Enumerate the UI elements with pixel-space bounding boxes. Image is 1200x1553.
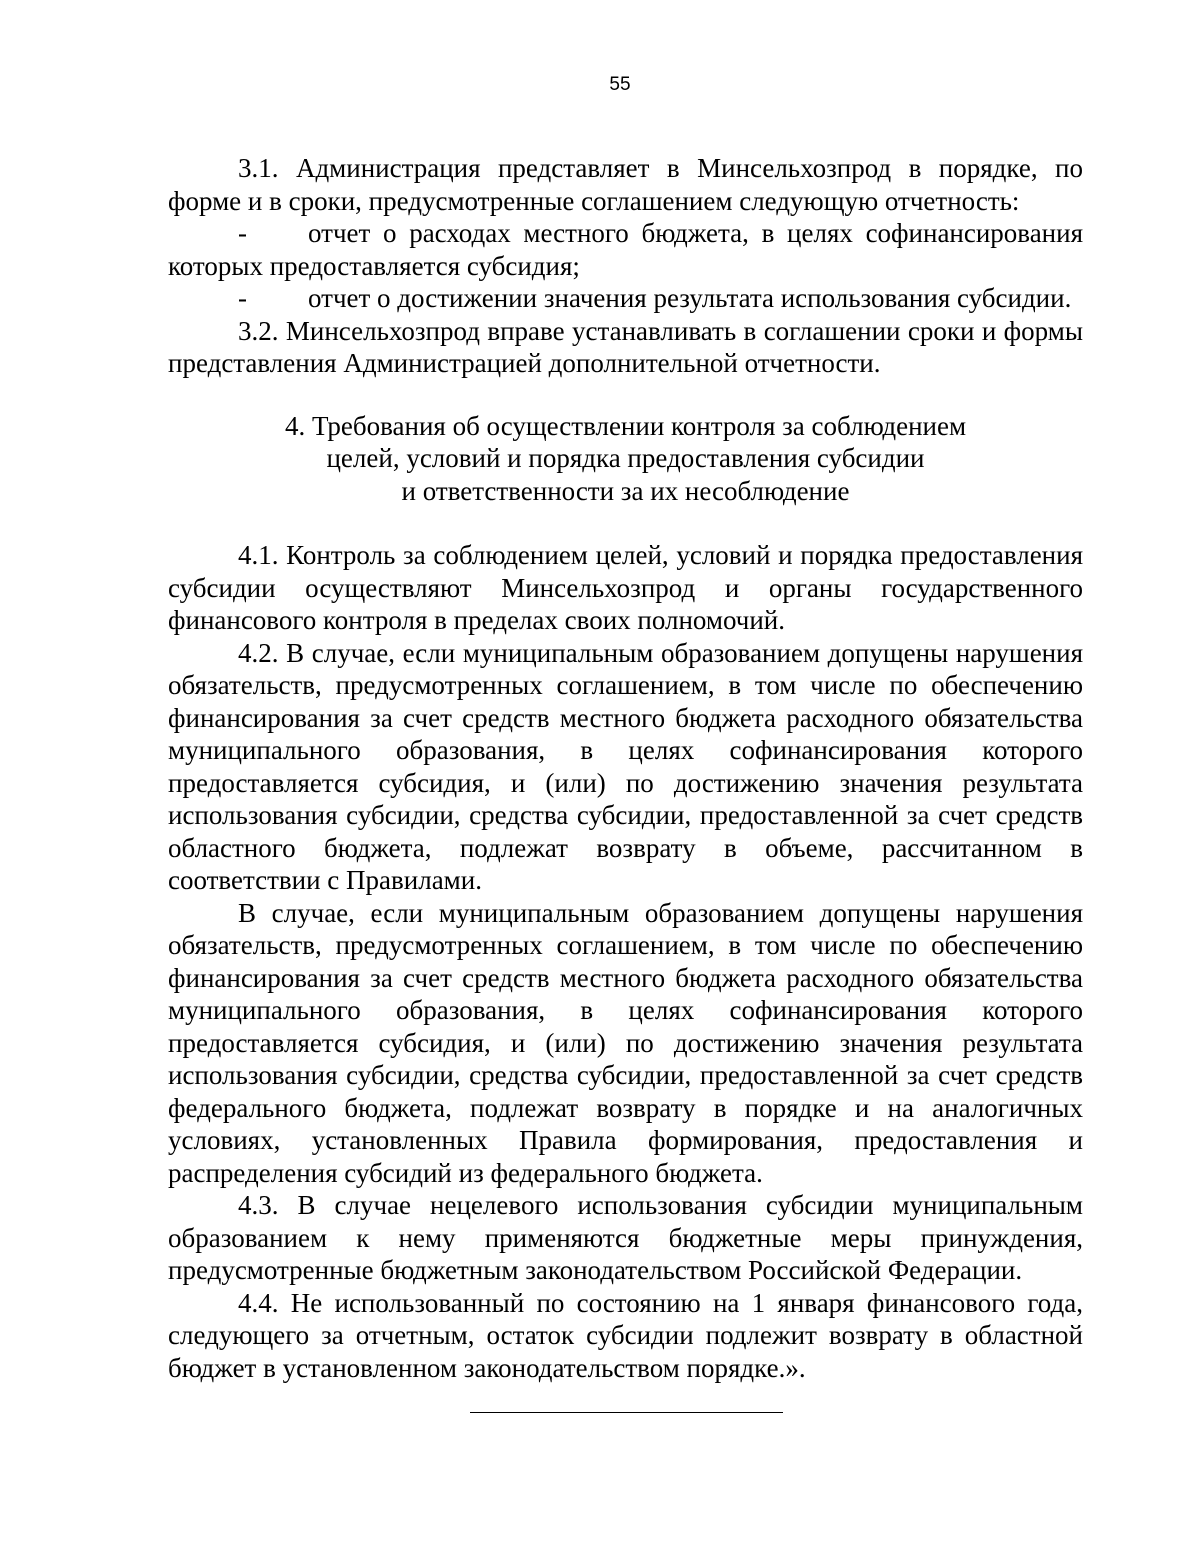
paragraph-3-2: 3.2. Минсельхозпрод вправе устанавливать в соглашении сроки и формы представления Администрацией дополнительной отчетности. xyxy=(168,315,1083,378)
paragraph-4-4: 4.4. Не использованный по состоянию на 1 января финансового года, следующего за отчетным, остаток субсидии подлежит возврату в областной бюджет в установленном законодательством порядке.». xyxy=(168,1287,1083,1383)
list-dash: - xyxy=(238,218,247,248)
paragraph-3-1: 3.1. Администрация представляет в Минсельхозпрод в порядке, по форме и в сроки, предусмотренные соглашением следующую отчетность: xyxy=(168,153,1083,216)
list-dash: - xyxy=(238,283,247,313)
heading-line: и ответственности за их несоблюдение xyxy=(401,475,850,506)
closing-divider xyxy=(470,1412,783,1413)
paragraph-4-3: 4.3. В случае нецелевого использования субсидии муниципальным образованием к нему применяются бюджетные меры принуждения, предусмотренные бюджетным законодательством Российской Федерации. xyxy=(168,1190,1083,1285)
document-body xyxy=(168,152,1083,1384)
paragraph-4-2-federal: В случае, если муниципальным образованием допущены нарушения обязательств, предусмотренных соглашением, в том числе по обеспечению финансирования за счет средств местного бюджета расходного обязательства муниципального образования, в целях софинансирования которого предоставляется субсидия, и (или) по достижению значения результата использования субсидии, средства субсидии, предоставленной за счет средств федерального бюджета, подлежат возврату в порядке и на аналогичных условиях, установленных Правила формирования, предоставления и распределения субсидий из федерального бюджета. xyxy=(168,897,1083,1188)
list-item-text: отчет о расходах местного бюджета, в целях софинансирования которых предоставляется субсидия; xyxy=(168,218,1083,281)
heading-line: целей, условий и порядка предоставления субсидии xyxy=(326,443,925,473)
list-item xyxy=(168,282,1083,315)
heading-line: 4. Требования об осуществлении контроля за соблюдением xyxy=(284,410,967,441)
list-item xyxy=(168,217,1083,282)
section-4-heading xyxy=(168,410,1083,508)
page-number: 55 xyxy=(609,74,631,95)
paragraph-4-2: 4.2. В случае, если муниципальным образованием допущены нарушения обязательств, предусмотренных соглашением, в том числе по обеспечению финансирования за счет средств местного бюджета расходного обязательства муниципального образования, в целях софинансирования которого предоставляется субсидия, и (или) по достижению значения результата использования субсидии, средства субсидии, предоставленной за счет средств областного бюджета, подлежат возврату в объеме, рассчитанном в соответствии с Правилами. xyxy=(168,637,1083,895)
list-item-text: отчет о достижении значения результата использования субсидии. xyxy=(308,283,1072,313)
paragraph-4-1: 4.1. Контроль за соблюдением целей, условий и порядка предоставления субсидии осуществляют Минсельхозпрод и органы государственного финансового контроля в пределах своих полномочий. xyxy=(168,540,1083,635)
